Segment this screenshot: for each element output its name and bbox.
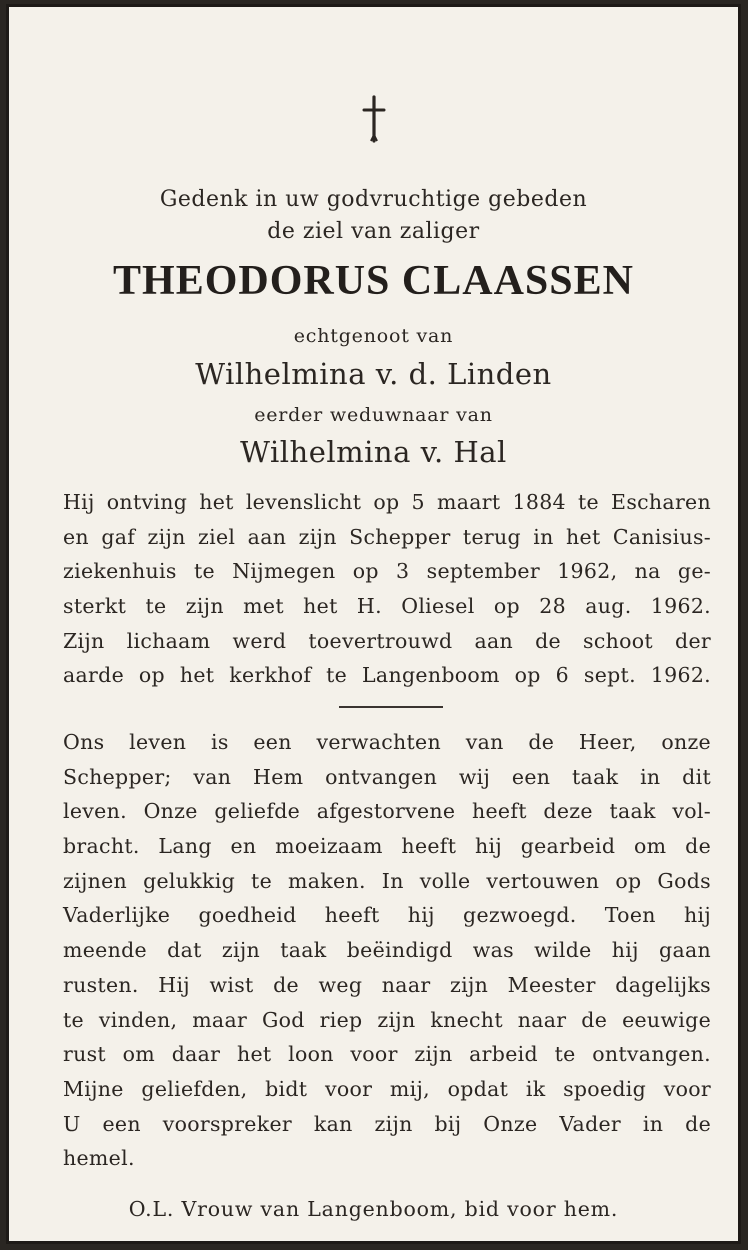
- reflection-line: rust om daar het loon voor zijn arbeid te ontvangen.: [63, 1042, 711, 1067]
- intro-line-1: Gedenk in uw godvruchtige gebeden: [159, 187, 588, 212]
- intro-line-2: de ziel van zaliger: [267, 219, 480, 244]
- reflection-line: meende dat zijn taak beëindigd was wilde hij gaan: [63, 938, 711, 963]
- closing-prayer: O.L. Vrouw van Langenboom, bid voor hem.: [128, 1197, 619, 1221]
- biography-line: Zijn lichaam werd toevertrouwd aan de schoot der: [63, 628, 711, 653]
- reflection-line: leven. Onze geliefde afgestorvene heeft deze taak vol-: [63, 799, 711, 824]
- reflection-line: Schepper; van Hem ontvangen wij een taak in dit: [63, 764, 711, 789]
- reflection-line: te vinden, maar God riep zijn knecht naar de eeuwige: [63, 1007, 711, 1032]
- former-spouse-name: Wilhelmina v. Hal: [240, 435, 507, 469]
- spouse-label: echtgenoot van: [293, 325, 454, 347]
- divider: [339, 706, 443, 708]
- reflection-line: U een voorspreker kan zijn bij Onze Vader in de: [63, 1111, 711, 1136]
- reflection-line: rusten. Hij wist de weg naar zijn Meester dagelijks: [63, 972, 711, 997]
- memorial-card: [6, 4, 741, 1244]
- deceased-name: THEODORUS CLAASSEN: [113, 258, 634, 304]
- reflection-line: Vaderlijke goedheid heeft hij gezwoegd. Toen hij: [63, 903, 711, 928]
- reflection-line: Ons leven is een verwachten van de Heer, onze: [63, 730, 711, 754]
- spouse-name: Wilhelmina v. d. Linden: [195, 357, 552, 391]
- biography-line: ziekenhuis te Nijmegen op 3 september 1962, na ge-: [63, 559, 711, 584]
- reflection-line: Mijne geliefden, bidt voor mij, opdat ik spoedig voor: [63, 1076, 711, 1101]
- biography-line: Hij ontving het levenslicht op 5 maart 1884 te Escharen: [63, 490, 711, 514]
- reflection-line: hemel.: [63, 1146, 135, 1171]
- cross-icon: [9, 95, 738, 143]
- reflection-line: zijnen gelukkig te maken. In volle vertouwen op Gods: [63, 868, 711, 893]
- biography-line: aarde op het kerkhof te Langenboom op 6 sept. 1962.: [63, 663, 711, 688]
- former-spouse-label: eerder weduwnaar van: [254, 404, 493, 426]
- biography-line: en gaf zijn ziel aan zijn Schepper terug in het Canisius-: [63, 524, 711, 549]
- reflection-paragraph: [63, 725, 711, 1176]
- biography-line: sterkt te zijn met het H. Oliesel op 28 aug. 1962.: [63, 594, 711, 619]
- biography-paragraph: [63, 485, 711, 693]
- reflection-line: bracht. Lang en moeizaam heeft hij gearbeid om de: [63, 834, 711, 859]
